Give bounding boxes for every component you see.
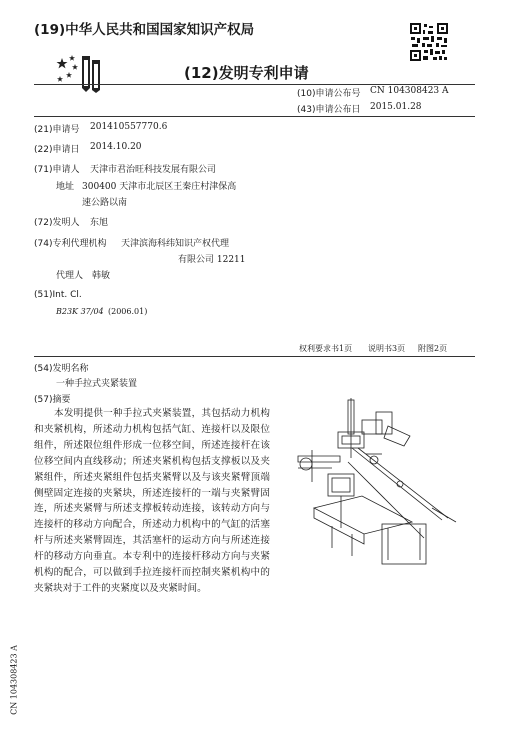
publication-number-label: (10)申请公布号 — [297, 89, 361, 99]
int-cl-label: (51)Int. Cl. — [34, 290, 82, 300]
address-line-2: 速公路以南 — [82, 198, 128, 208]
inventor-label: (72)发明人 — [34, 218, 80, 228]
side-publication-number-text: CN 104308423 A — [9, 645, 19, 715]
qr-code-icon — [409, 22, 449, 62]
agent-label: 代理人 — [56, 271, 84, 281]
representative-drawing — [292, 398, 462, 574]
side-publication-number — [4, 640, 24, 720]
issuing-office: (19)中华人民共和国国家知识产权局 — [34, 22, 255, 38]
agency-label: (74)专利代理机构 — [34, 239, 107, 249]
agent: 韩敏 — [92, 271, 111, 281]
publication-rule — [34, 116, 475, 117]
abstract-text: 本发明提供一种手拉式夹紧装置，其包括动力机构和夹紧机构，所述动力机构包括气缸、连接杆以及限位组件，所述限位组件形成一位移空间，所述连接杆在该位移空间内直线移动；所述夹紧机构包括支撑板以及夹紧组件，所述夹紧组件包括夹紧臂以及与该夹紧臂顶端侧壁固定连接的夹紧块，所述连接杆的一端与夹紧臂固连，所述夹紧臂与所述支撑板转动连接，该转动方向与连接杆的移动方向配合，所述动力机构中的气缸的活塞杆与所述夹紧臂固连，其活塞杆的运动方向与所述连接杆的移动方向垂直。本专利中的连接杆移动方向与夹紧机构的配合，可以做到手拉连接杆而控制夹紧机构中的夹紧块对于工件的夹紧度以及夹紧时间。 — [34, 408, 270, 594]
section-rule — [34, 356, 475, 357]
claims-page-count: 权利要求书1页 — [299, 344, 353, 353]
int-cl-version: (2006.01) — [108, 307, 148, 316]
header-rule — [34, 84, 475, 85]
filing-date-label: (22)申请日 — [34, 145, 80, 155]
agency-line-1: 天津滨海科纬知识产权代理 — [121, 239, 230, 249]
drawings-page-count: 附图2页 — [418, 344, 448, 353]
int-cl-code: B23K 37/04 — [56, 307, 104, 316]
application-number-label: (21)申请号 — [34, 125, 80, 135]
application-number: 201410557770.6 — [90, 122, 168, 132]
address-label: 地址 — [56, 182, 75, 192]
filing-date: 2014.10.20 — [90, 142, 142, 152]
invention-title: 一种手拉式夹紧装置 — [56, 379, 138, 389]
abstract-label: (57)摘要 — [34, 395, 71, 405]
applicant: 天津市君治旺科技发展有限公司 — [90, 165, 217, 175]
abstract-body — [34, 406, 270, 597]
inventor: 东旭 — [90, 218, 109, 228]
applicant-label: (71)申请人 — [34, 165, 80, 175]
agency-line-2: 有限公司 12211 — [178, 255, 246, 265]
publication-number: CN 104308423 A — [370, 86, 449, 96]
description-page-count: 说明书3页 — [368, 344, 406, 353]
document-type: (12)发明专利申请 — [184, 64, 309, 82]
publication-date: 2015.01.28 — [370, 102, 422, 112]
invention-title-label: (54)发明名称 — [34, 364, 89, 374]
address-line-1: 300400 天津市北辰区王秦庄村津保高 — [82, 182, 237, 192]
publication-date-label: (43)申请公布日 — [297, 105, 361, 115]
patent-office-emblem-icon — [50, 52, 110, 94]
